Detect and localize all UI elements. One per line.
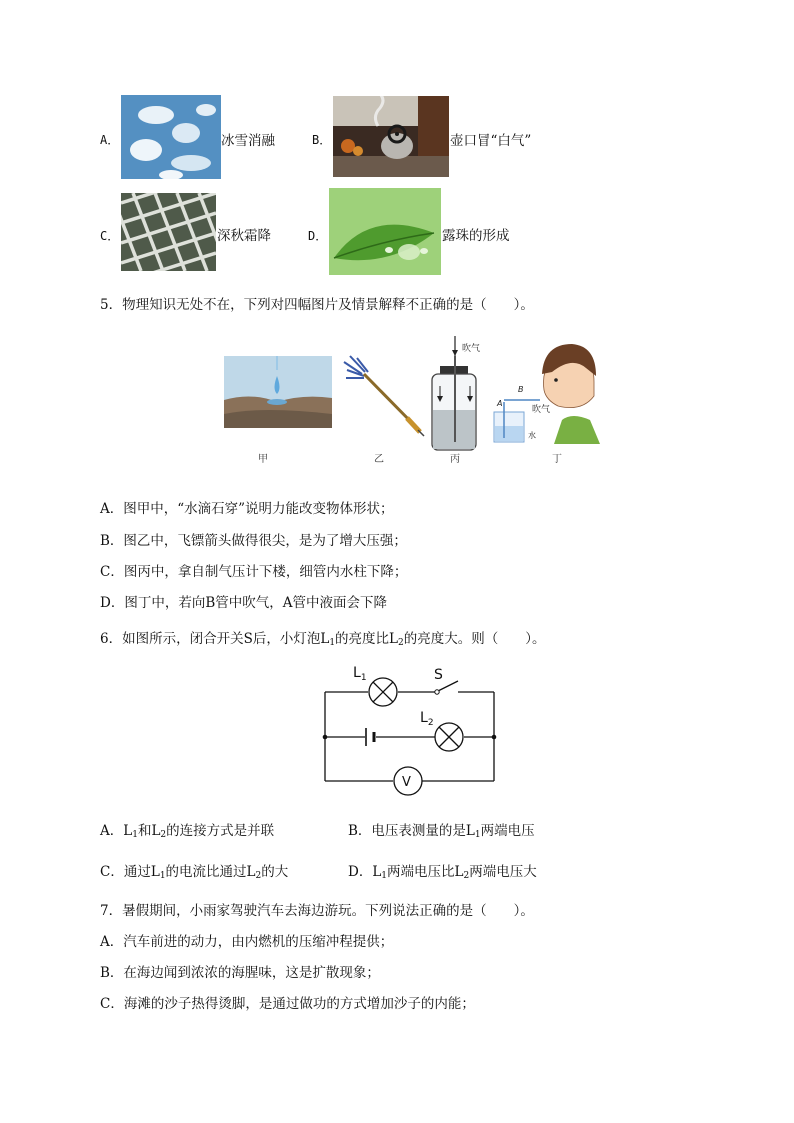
q5-option-a: A．图甲中，“水滴石穿”说明力能改变物体形状；	[100, 501, 394, 517]
kettle-steam-photo	[333, 96, 449, 177]
option-text: 深秋霜降	[217, 228, 271, 244]
option-text: 露珠的形成	[442, 228, 510, 244]
l1-label: $L_1$	[353, 665, 367, 683]
figure-label-bing: 丙	[450, 454, 460, 465]
figure-label-ding: 丁	[552, 454, 562, 465]
q6-stem: 6．如图所示，闭合开关S后，小灯泡$L_1$的亮度比$L_2$的亮度大。则（ ）。	[100, 631, 546, 648]
option-text: 壶口冒“白气”	[450, 133, 532, 149]
option-letter: C．	[100, 229, 120, 243]
q5-option-c: C．图丙中，拿自制气压计下楼，细管内水柱下降；	[100, 564, 408, 580]
option-letter: A．	[100, 133, 120, 147]
option-letter: D．	[308, 229, 328, 243]
tube-b-label: B	[518, 385, 524, 394]
switch-label: S	[434, 667, 443, 683]
q6-option-c: C．通过$L_1$的电流比通过$L_2$的大	[100, 864, 289, 881]
q5-option-b: B．图乙中，飞镖箭头做得很尖，是为了增大压强；	[100, 533, 407, 549]
option-letter: B．	[312, 133, 332, 147]
frost-photo	[121, 193, 216, 271]
q7-option-a: A．汽车前进的动力，由内燃机的压缩冲程提供；	[100, 934, 394, 950]
voltmeter-label: V	[402, 775, 411, 790]
figure-label-jia: 甲	[258, 454, 268, 465]
figure-label-yi: 乙	[374, 454, 384, 465]
q5-stem: 5．物理知识无处不在，下列对四幅图片及情景解释不正确的是（ ）。	[100, 297, 534, 313]
q6-option-a: A．$L_1$和$L_2$的连接方式是并联	[100, 823, 275, 840]
l2-label: $L_2$	[420, 710, 434, 728]
barometer-illustration	[432, 336, 480, 450]
q7-option-b: B．在海边闻到浓浓的海腥味，这是扩散现象；	[100, 965, 380, 981]
tube-a-label: A	[497, 399, 503, 408]
q7-stem: 7．暑假期间，小雨家驾驶汽车去海边游玩。下列说法正确的是（ ）。	[100, 903, 534, 919]
boy-blowing-illustration	[494, 344, 600, 444]
option-text: 冰雪消融	[221, 133, 275, 149]
ice-melting-photo	[121, 95, 221, 179]
water-label: 水	[528, 431, 536, 440]
q5-option-d: D．图丁中，若向B管中吹气，A管中液面会下降	[100, 595, 387, 611]
circuit-diagram	[318, 660, 503, 798]
blow-label-top: 吹气	[462, 344, 481, 354]
dew-on-leaf-photo	[329, 188, 441, 275]
q5-figure	[222, 334, 602, 466]
q6-option-b: B．电压表测量的是$L_1$两端电压	[348, 823, 535, 840]
blow-label-side: 吹气	[532, 405, 551, 415]
q7-option-c: C．海滩的沙子热得烫脚，是通过做功的方式增加沙子的内能；	[100, 996, 475, 1012]
water-drop-stone-illustration	[224, 356, 332, 428]
q6-option-d: D．$L_1$两端电压比$L_2$两端电压大	[348, 864, 537, 881]
dart-illustration	[344, 356, 424, 436]
